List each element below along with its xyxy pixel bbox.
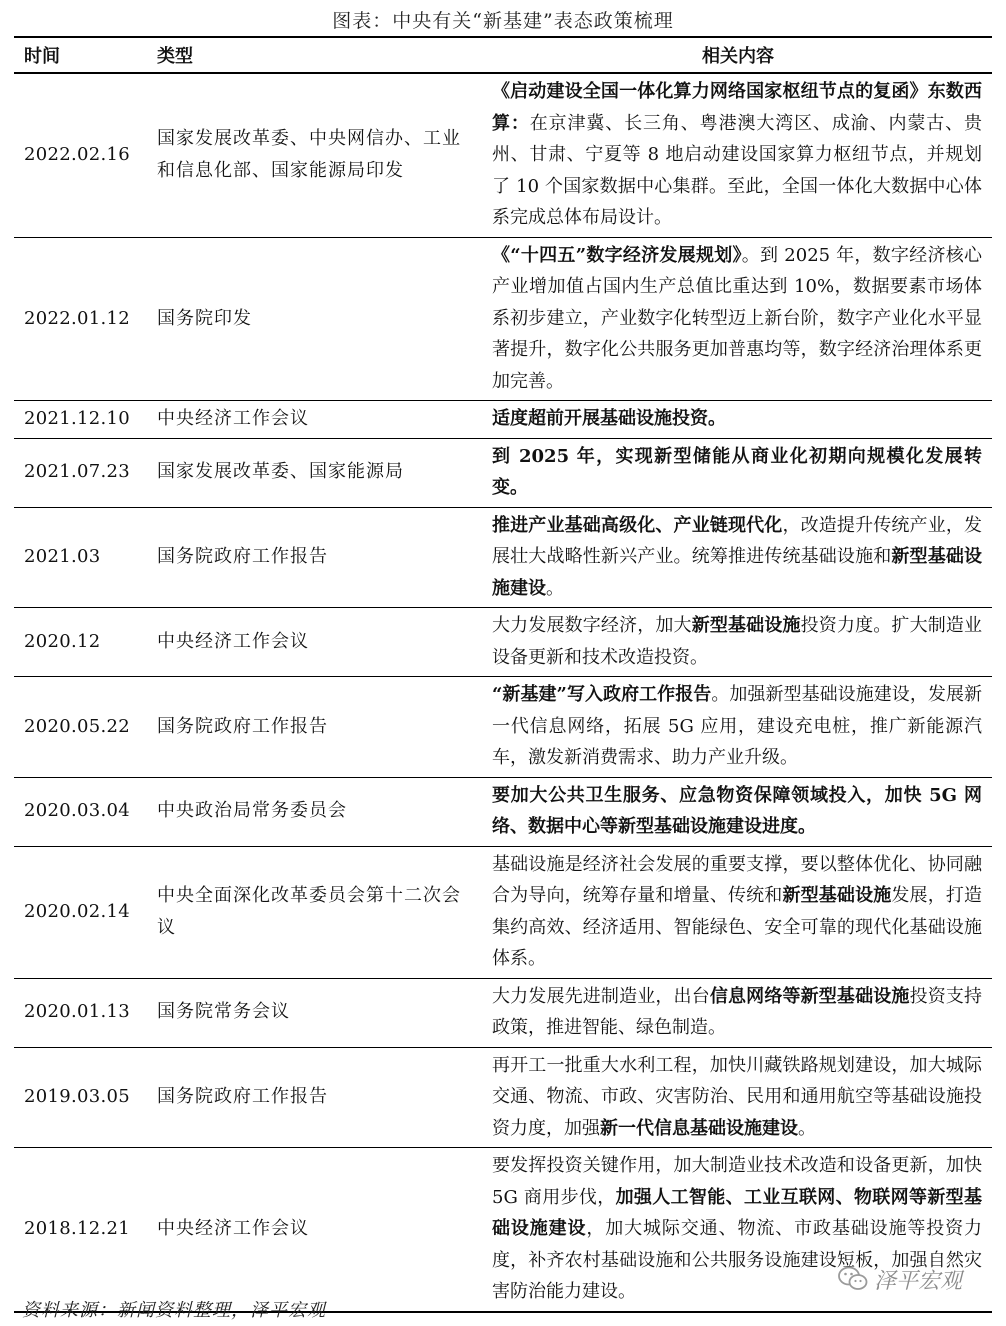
row-type: 中央经济工作会议 [147,401,484,439]
row-type: 中央全面深化改革委员会第十二次会议 [147,846,484,978]
content-segment: 。 [798,1117,816,1139]
row-content [484,846,992,978]
content-bold-segment: 加强人工智能、工业互联网、物联网等新型基础设施建设 [492,1186,982,1239]
row-date: 2018.12.21 [14,1148,147,1312]
row-type: 中央经济工作会议 [147,608,484,677]
table-row [14,978,992,1047]
table-header-row [14,37,992,73]
row-type: 国家发展改革委、国家能源局 [147,438,484,507]
table-body [14,73,992,1312]
table-row [14,1047,992,1148]
row-date: 2020.05.22 [14,677,147,778]
content-segment: 大力发展数字经济，加大 [492,615,692,636]
content-bold-segment: 要加大公共卫生服务、应急物资保障领域投入，加快 5G 网络、数据中心等新型基础设施建设进度。 [492,784,982,837]
row-date: 2021.03 [14,507,147,608]
content-bold-segment: 到 2025 年，实现新型储能从商业化初期向规模化发展转变。 [492,445,982,498]
content-bold-segment: 新一代信息基础设施建设 [600,1117,798,1139]
row-date: 2019.03.05 [14,1047,147,1148]
table-row [14,237,992,401]
table-row [14,677,992,778]
content-segment: 投资力度。扩大制造业设备更新和技术改造投资。 [492,615,983,668]
row-content [484,73,992,237]
content-bold-segment: 《“十四五”数字经济发展规划》 [492,244,742,266]
row-type: 国务院政府工作报告 [147,1047,484,1148]
content-bold-segment: “新基建”写入政府工作报告 [492,684,712,705]
content-bold-segment: 推进产业基础高级化、产业链现代化 [492,514,783,536]
table-row [14,608,992,677]
row-date: 2020.03.04 [14,777,147,846]
row-content [484,608,992,677]
row-type: 中央政治局常务委员会 [147,777,484,846]
content-segment: 基础设施是经济社会发展的重要支撑，要以整体优化、协同融合为导向，统筹存量和增量、传统和 [492,853,982,906]
content-segment: 。到 2025 年，数字经济核心产业增加值占国内生产总值比重达到 10%，数据要素市场体系初步建立，产业数字化转型迈上新台阶，数字产业化水平显著提升，数字化公共服务更加普惠均等，数字经济治理体系更加完善。 [492,244,982,392]
content-segment: 大力发展先进制造业，出台 [492,985,710,1007]
row-type: 国务院常务会议 [147,978,484,1047]
wechat-icon [838,1266,868,1292]
row-content [484,438,992,507]
row-date: 2020.12 [14,608,147,677]
row-type: 国务院印发 [147,237,484,401]
content-segment: ，改造提升传统产业，发展壮大战略性新兴产业。统筹推进传统基础设施和 [492,514,983,567]
row-content [484,978,992,1047]
table-row [14,846,992,978]
policy-table [14,36,992,1313]
content-segment: ，加大城际交通、物流、市政基础设施等投资力度，补齐农村基础设施和公共服务设施建设短板，加强自然灾害防治能力建设。 [492,1218,983,1302]
row-type: 国家发展改革委、中央网信办、工业和信息化部、国家能源局印发 [147,73,484,237]
content-bold-segment: 新型基础设施 [782,885,892,906]
header-type: 类型 [147,37,484,73]
header-date: 时间 [14,37,147,73]
table-row [14,438,992,507]
content-segment: 投资支持政策，推进智能、绿色制造。 [492,985,983,1038]
row-date: 2020.01.13 [14,978,147,1047]
row-content [484,401,992,439]
row-type: 国务院政府工作报告 [147,507,484,608]
watermark [838,1262,962,1296]
header-content: 相关内容 [484,37,992,73]
content-bold-segment: 适度超前开展基础设施投资。 [492,408,726,429]
row-content [484,1047,992,1148]
row-content [484,777,992,846]
row-type: 中央经济工作会议 [147,1148,484,1312]
row-date: 2020.02.14 [14,846,147,978]
row-content [484,677,992,778]
row-date: 2021.07.23 [14,438,147,507]
content-bold-segment: 信息网络等新型基础设施 [709,985,910,1007]
content-bold-segment: 新型基础设施建设 [492,546,983,599]
content-segment: 。 [546,577,564,599]
content-segment: 要发挥投资关键作用，加大制造业技术改造和设备更新，加快 5G 商用步伐， [492,1155,982,1208]
row-content [484,237,992,401]
watermark-text: 泽平宏观 [874,1268,963,1294]
row-type: 国务院政府工作报告 [147,677,484,778]
content-bold-segment: 《启动建设全国一体化算力网络国家枢纽节点的复函》东数西算： [492,81,982,134]
row-date: 2022.01.12 [14,237,147,401]
table-row [14,73,992,237]
table-row [14,777,992,846]
row-date: 2022.02.16 [14,73,147,237]
source-note: 资料来源：新闻资料整理，泽平宏观 [22,1300,326,1321]
table-row [14,507,992,608]
content-segment: 。加强新型基础设施建设，发展新一代信息网络，拓展 5G 应用，建设充电桩，推广新能源汽车，激发新消费需求、助力产业升级。 [492,684,982,768]
table-caption: 图表：中央有关“新基建”表态政策梳理 [332,10,674,32]
content-segment: 再开工一批重大水利工程，加快川藏铁路规划建设，加大城际交通、物流、市政、灾害防治、民用和通用航空等基础设施投资力度，加强 [492,1054,982,1139]
content-segment: 发展，打造集约高效、经济适用、智能绿色、安全可靠的现代化基础设施体系。 [492,885,983,969]
table-row [14,401,992,439]
content-bold-segment: 新型基础设施 [691,615,801,636]
row-date: 2021.12.10 [14,401,147,439]
content-segment: 在京津冀、长三角、粤港澳大湾区、成渝、内蒙古、贵州、甘肃、宁夏等 8 地启动建设国家算力枢纽节点，并规划了 10 个国家数据中心集群。至此，全国一体化大数据中心体系完成总体布局设计。 [492,112,983,228]
row-content [484,507,992,608]
